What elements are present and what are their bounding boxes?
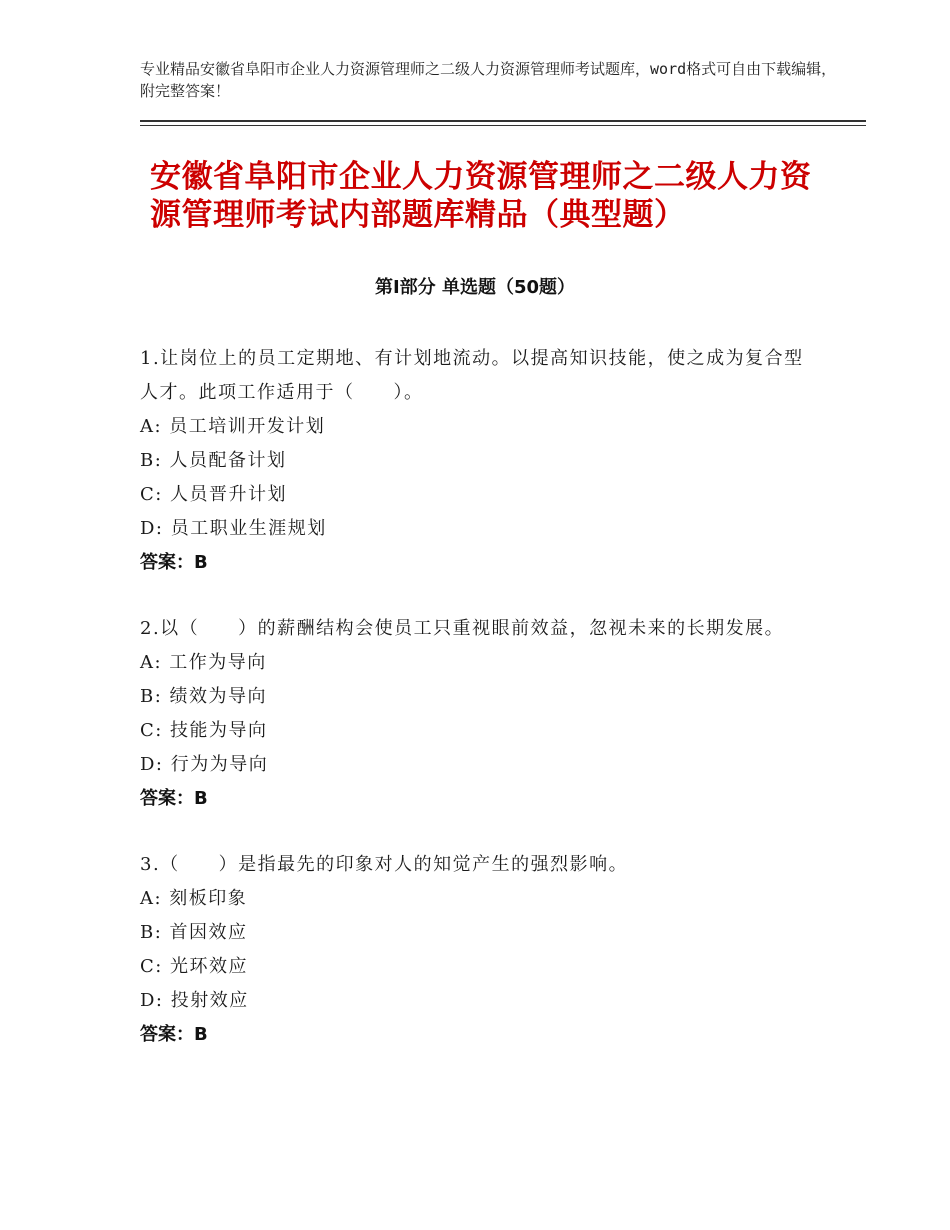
answer: 答案：B [140, 788, 208, 809]
header-divider-thin [140, 125, 866, 126]
section-heading: 第Ⅰ部分 单选题（50题） [374, 277, 575, 298]
option-b: B: 首因效应 [140, 922, 248, 943]
option-a: A: 刻板印象 [140, 888, 248, 909]
option-d: D: 投射效应 [140, 990, 249, 1011]
option-b: B: 人员配备计划 [140, 450, 287, 471]
header-note: 专业精品安徽省阜阳市企业人力资源管理师之二级人力资源管理师考试题库，word格式可自由下载编辑，附完整答案！ [140, 60, 837, 100]
question-2 [140, 612, 820, 816]
option-c: C: 光环效应 [140, 956, 249, 977]
option-a: A: 员工培训开发计划 [140, 416, 326, 437]
option-c: C: 技能为导向 [140, 720, 268, 741]
header-divider-thick [140, 120, 866, 122]
option-c: C: 人员晋升计划 [140, 484, 288, 505]
option-b: B: 绩效为导向 [140, 686, 268, 707]
question-stem: 2.以（ ）的薪酬结构会使员工只重视眼前效益，忽视未来的长期发展。 [140, 618, 785, 639]
option-d: D: 行为为导向 [140, 754, 269, 775]
answer: 答案：B [140, 552, 208, 573]
question-list [140, 342, 820, 1084]
question-3 [140, 848, 820, 1052]
question-stem: 1.让岗位上的员工定期地、有计划地流动。以提高知识技能，使之成为复合型人才。此项工作适用于（ ）。 [140, 348, 804, 403]
option-a: A: 工作为导向 [140, 652, 267, 673]
document-title: 安徽省阜阳市企业人力资源管理师之二级人力资源管理师考试内部题库精品（典型题） [150, 159, 812, 233]
question-stem: 3.（ ）是指最先的印象对人的知觉产生的强烈影响。 [140, 854, 629, 875]
option-d: D: 员工职业生涯规划 [140, 518, 327, 539]
answer: 答案：B [140, 1024, 208, 1045]
question-1 [140, 342, 820, 580]
